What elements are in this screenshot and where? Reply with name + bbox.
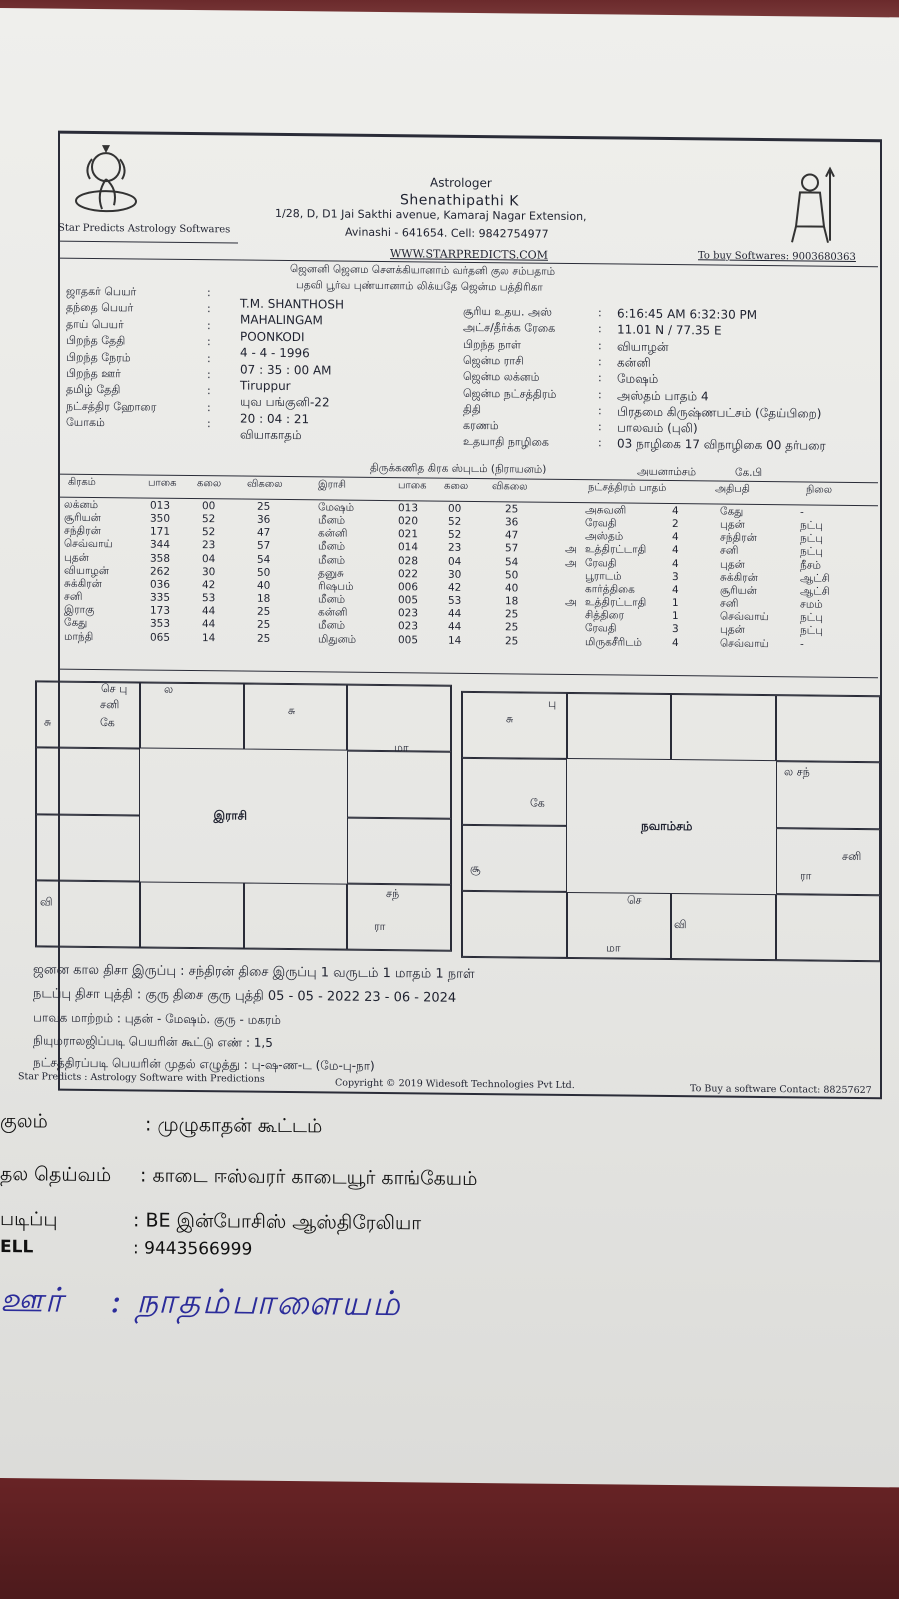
table-header: பாகை (398, 480, 427, 492)
planet-cell-pa: 1 (672, 610, 679, 623)
chart-house-11 (36, 814, 140, 881)
field-separator: : (207, 318, 211, 333)
planet-cell-r: கன்னி (318, 527, 348, 540)
field-value: 20 : 04 : 21 (240, 411, 310, 427)
planet-cell-l: சூரியன் (720, 584, 757, 597)
field-label: தந்தை பெயர் (66, 301, 134, 315)
handwritten-value: : நாதம்பாளையம் (110, 1281, 402, 1325)
planet-cell-d2: 022 (398, 567, 419, 581)
planet-cell-r: கன்னி (318, 606, 348, 619)
planet-cell-r: ரிஷபம் (318, 580, 354, 593)
field-label: ஜென்ம லக்னம் (463, 370, 540, 384)
field-value: POONKODI (240, 329, 305, 344)
horoscope-sheet (0, 8, 899, 1487)
field-separator: : (598, 338, 602, 352)
planet-cell-r: தனுசு (318, 567, 344, 580)
field-label: தாய் பெயர் (66, 317, 124, 332)
navamsa-planets: சு (506, 712, 514, 726)
planet-cell-m: 14 (202, 631, 216, 644)
field-value: யுவ பங்குனி-22 (240, 394, 330, 410)
field-value: பிரதமை கிருஷ்ணபட்சம் (தேய்பிறை) (617, 404, 822, 421)
planet-cell-d2: 023 (398, 607, 419, 620)
planet-cell-m: 44 (202, 605, 216, 618)
planet-cell-mk: அ (565, 595, 577, 609)
planet-cell-n: அஸ்தம் (585, 530, 624, 543)
planet-cell-s2: 25 (505, 621, 519, 634)
planet-cell-mk: அ (565, 543, 577, 556)
planet-cell-n: உத்திரட்டாதி (585, 543, 647, 557)
navamsa-planets: ரா (800, 869, 812, 883)
planet-cell-n: ரேவதி (585, 556, 617, 570)
header-title: Astrologer (430, 175, 492, 191)
planet-cell-st: நட்பு (800, 519, 823, 532)
planet-cell-s2: 25 (505, 634, 519, 647)
planet-cell-d2: 013 (398, 502, 419, 515)
navamsa-planets: சூ (470, 861, 481, 876)
planet-cell-pa: 4 (672, 583, 679, 596)
field-separator: : (598, 404, 602, 418)
field-label: தமிழ் தேதி (66, 383, 121, 397)
field-label: உதயாதி நாழிகை (463, 435, 549, 450)
field-label: பிறந்த நாள் (463, 337, 521, 352)
planet-cell-p: லக்னம் (64, 498, 99, 512)
planet-cell-m2: 30 (448, 568, 462, 581)
planet-cell-l: சுக்கிரன் (720, 571, 758, 584)
field-value: வியாழன் (617, 339, 669, 354)
chart-title: நவாம்சம் (641, 818, 693, 833)
field-value: அஸ்தம் பாதம் 4 (617, 387, 709, 403)
chart-house-8 (244, 882, 348, 949)
planet-cell-r: மீனம் (318, 514, 346, 527)
planet-cell-m2: 44 (448, 607, 462, 621)
planet-cell-d2: 006 (398, 581, 419, 594)
planet-cell-d: 036 (150, 578, 171, 591)
planet-cell-m2: 14 (448, 634, 462, 647)
table-header: நட்சத்திரம் பாதம் (588, 482, 667, 494)
field-separator: : (207, 384, 211, 398)
planet-cell-s: 50 (257, 566, 271, 579)
planet-cell-st: ஆட்சி (800, 585, 830, 598)
planet-cell-r: மிதுனம் (318, 632, 357, 646)
navamsa-planets: பு (548, 696, 557, 710)
planet-cell-d: 262 (150, 565, 171, 578)
planet-cell-mk: அ (565, 556, 577, 569)
chart-house-6 (347, 817, 451, 884)
planet-cell-r: மீனம் (318, 553, 346, 567)
planet-cell-pa: 4 (672, 505, 679, 518)
planet-cell-l: சனி (720, 544, 739, 558)
planet-cell-s: 54 (257, 553, 271, 566)
field-value: வியாகாதம் (240, 427, 302, 443)
planet-cell-m2: 44 (448, 621, 462, 634)
planet-cell-pa: 3 (672, 570, 679, 583)
planet-cell-n: அசுவனி (585, 504, 627, 517)
planet-cell-m: 42 (202, 579, 216, 592)
navamsa-planets: செ (627, 893, 642, 907)
planet-cell-st: நட்பு (800, 624, 823, 637)
address-line-2: Avinashi - 641654. Cell: 9842754977 (345, 225, 549, 241)
planet-cell-s: 36 (257, 513, 271, 526)
field-label: சூரிய உதய. அஸ் (463, 304, 552, 319)
planet-cell-n: ரேவதி (585, 517, 617, 530)
chart-house-11 (462, 824, 567, 891)
planet-cell-p: இராகு (64, 603, 95, 617)
field-label: பிறந்த நேரம் (66, 350, 131, 364)
field-separator: : (598, 371, 602, 385)
field-separator: : (598, 306, 602, 320)
planet-cell-m2: 52 (448, 528, 462, 542)
field-value: MAHALINGAM (240, 312, 323, 328)
planet-cell-m: 23 (202, 539, 216, 552)
field-value: 07 : 35 : 00 AM (240, 362, 332, 378)
astrologer-name: Shenathipathi K (400, 192, 519, 210)
footer-left: Star Predicts : Astrology Software with Predictions (18, 1071, 265, 1085)
planet-cell-pa: 4 (672, 557, 679, 570)
rasi-planets: சனி (100, 698, 120, 712)
planet-cell-st: நீசம் (800, 558, 821, 572)
table-header: கலை (197, 478, 222, 490)
planet-cell-pa: 4 (672, 636, 679, 649)
chart-house-12 (36, 748, 140, 815)
heading-line-1: ஜெனனி ஜெனம சௌக்கியானாம் வர்தனி குல சம்பதாம் (290, 263, 556, 278)
planet-cell-l: செவ்வாய் (720, 610, 769, 624)
planet-cell-d2: 005 (398, 633, 419, 646)
planet-cell-d: 344 (150, 539, 171, 552)
field-separator: : (598, 322, 602, 336)
table-header: விகலை (247, 478, 283, 490)
field-value: 03 நாழிகை 17 விநாழிகை 00 தர்பரை (617, 436, 826, 454)
planet-cell-d: 173 (150, 604, 171, 617)
planet-cell-m2: 23 (448, 542, 462, 555)
ayanamsam-value: கே.பி (735, 466, 763, 479)
software-name: Star Predicts Astrology Softwares (58, 222, 231, 236)
field-separator: : (598, 436, 602, 450)
planet-cell-n: பூராடம் (585, 569, 622, 583)
address-line-1: 1/28, D, D1 Jai Sakthi avenue, Kamaraj Nagar Extension, (275, 206, 587, 224)
planet-cell-d2: 014 (398, 541, 419, 554)
chart-house-2 (567, 693, 672, 760)
navamsa-planets: மா (606, 941, 621, 955)
handwritten-label: ஊர் (0, 1280, 65, 1321)
planet-cell-s: 25 (257, 619, 271, 632)
planet-cell-d2: 021 (398, 528, 419, 541)
planet-cell-m2: 53 (448, 594, 462, 607)
planet-cell-r: மீனம் (318, 540, 346, 554)
murugan-logo-icon (770, 166, 850, 247)
field-separator: : (598, 387, 602, 401)
planet-cell-r: மீனம் (318, 619, 346, 632)
planet-cell-p: புதன் (64, 551, 89, 564)
note-label-deity: தல தெய்வம் (0, 1163, 112, 1187)
planet-cell-pa: 4 (672, 544, 679, 557)
field-value: T.M. SHANTHOSH (240, 296, 344, 312)
planet-cell-n: கார்த்திகை (585, 583, 635, 596)
chart-house-2 (140, 682, 244, 749)
chart-house-6 (776, 828, 881, 895)
field-separator: : (207, 400, 211, 415)
field-label: கரணம் (463, 418, 499, 433)
field-label: ஜென்ம நட்சத்திரம் (463, 386, 557, 401)
dasa-line-4: நியுமராலஜிப்படி பெயரின் கூட்டு எண் : 1,5 (33, 1033, 273, 1050)
chart-house-10 (462, 891, 567, 958)
field-separator: : (207, 302, 211, 316)
note-value-deity: : காடை ஈஸ்வரர் காடையூர் காங்கேயம் (140, 1164, 478, 1190)
planet-cell-p: மாந்தி (64, 630, 94, 643)
chart-house-3 (244, 684, 348, 751)
planet-cell-s2: 50 (505, 569, 519, 582)
planet-cell-d: 171 (150, 525, 171, 539)
planet-cell-p: சுக்கிரன் (64, 577, 102, 590)
planet-cell-l: சந்திரன் (720, 531, 757, 545)
field-separator: : (207, 417, 211, 431)
chart-house-10 (36, 880, 140, 947)
navamsa-planets: வி (674, 918, 687, 932)
note-value-kulam: : முழுகாதன் கூட்டம் (145, 1113, 323, 1138)
buy-software-text: To buy Softwares: 9003680363 (698, 250, 856, 263)
field-separator: : (598, 355, 602, 369)
planet-cell-d2: 020 (398, 515, 419, 528)
planet-cell-s: 25 (257, 605, 271, 619)
planet-cell-s: 25 (257, 632, 271, 645)
table-header: பாகை (148, 477, 177, 489)
planet-cell-m: 53 (202, 592, 216, 605)
planet-cell-d2: 023 (398, 620, 419, 633)
rasi-planets: வி (40, 895, 53, 909)
planet-cell-d2: 028 (398, 554, 419, 567)
dasa-line-3: பாவக மாற்றம் : புதன் - மேஷம். குரு - மகரம் (33, 1010, 281, 1027)
field-label: ஜாதகர் பெயர் (66, 284, 137, 299)
planet-cell-p: செவ்வாய் (64, 538, 113, 551)
planet-cell-s2: 57 (505, 542, 519, 555)
planet-cell-pa: 1 (672, 597, 679, 610)
field-value: Tiruppur (240, 378, 291, 394)
rasi-planets: கே (100, 716, 115, 730)
planet-cell-p: கேது (64, 617, 88, 630)
table-header: நிலை (806, 484, 833, 496)
ayanamsam-label: அயனாம்சம் (637, 465, 697, 479)
planet-cell-s2: 18 (505, 595, 519, 608)
planet-cell-s2: 25 (505, 608, 519, 621)
planet-cell-s2: 54 (505, 555, 519, 569)
navamsa-planets: கே (530, 796, 545, 810)
note-label-kulam: குலம் (0, 1110, 48, 1133)
field-value: 6:16:45 AM 6:32:30 PM (617, 306, 758, 322)
chart-title: இராசி (213, 807, 248, 823)
planet-cell-s: 47 (257, 526, 271, 540)
planet-cell-pa: 3 (672, 623, 679, 636)
planet-cell-m: 00 (202, 500, 216, 513)
field-separator: : (207, 286, 211, 300)
planet-cell-pa: 4 (672, 531, 679, 544)
planet-cell-st: சமம் (800, 598, 823, 611)
planet-cell-s: 40 (257, 579, 271, 592)
field-label: யோகம் (66, 415, 105, 430)
planet-cell-m: 52 (202, 526, 216, 539)
field-value: மேஷம் (617, 371, 659, 387)
table-header: கலை (444, 480, 469, 492)
chart-house-7 (776, 894, 881, 961)
planet-cell-s: 18 (257, 592, 271, 605)
planet-cell-d: 358 (150, 552, 171, 565)
planet-cell-m: 52 (202, 513, 216, 526)
field-label: நட்சத்திர ஹோரை (66, 399, 157, 414)
planet-cell-st: - (800, 506, 804, 519)
field-separator: : (207, 335, 211, 349)
field-label: பிறந்த தேதி (66, 333, 126, 348)
planet-cell-d: 335 (150, 591, 171, 604)
planet-cell-r: மீனம் (318, 593, 346, 606)
field-label: திதி (463, 402, 482, 416)
planet-cell-st: ஆட்சி (800, 572, 830, 585)
field-separator: : (598, 420, 602, 434)
field-value: பாலவம் (புலி) (617, 420, 698, 436)
planet-cell-r: மேஷம் (318, 501, 355, 514)
planet-cell-s: 25 (257, 500, 271, 513)
dasa-line-5: நட்சத்திரப்படி பெயரின் முதல் எழுத்து : பு-ஷ-ண-ட (மே-பு-நா) (33, 1055, 375, 1073)
note-label-cell: ELL (0, 1237, 34, 1258)
chart-house-3 (671, 694, 776, 761)
planet-cell-s: 57 (257, 540, 271, 553)
planet-cell-s2: 47 (505, 529, 519, 542)
ganesha-logo-icon (66, 139, 146, 220)
chart-house-4 (776, 695, 881, 762)
table-header: அதிபதி (715, 483, 750, 495)
note-label-education: படிப்பு (0, 1208, 58, 1231)
rasi-planets: சு (288, 704, 296, 718)
planet-cell-p: சந்திரன் (64, 524, 101, 538)
footer-copyright: Copyright © 2019 Widesoft Technologies Pvt Ltd. (335, 1077, 575, 1092)
table-header: இராசி (318, 479, 346, 491)
field-value: கன்னி (617, 355, 651, 370)
field-value: 11.01 N / 77.35 E (617, 322, 722, 338)
planet-cell-m: 30 (202, 565, 216, 579)
heading-line-2: பதவி பூர்வ புண்யானாம் லிக்யதே ஜென்ம பத்திரிகா (296, 279, 543, 294)
rasi-planets: ரா (374, 919, 386, 934)
field-separator: : (207, 368, 211, 382)
planet-cell-m2: 00 (448, 502, 462, 515)
rasi-lagna: ல (164, 682, 174, 696)
table-title: திருக்கணித கிரக ஸ்புடம் (நிராயனம்) (370, 461, 547, 476)
planet-cell-n: சித்திரை (585, 609, 625, 622)
planet-cell-pa: 2 (672, 518, 679, 531)
rasi-planets: சு (44, 715, 52, 729)
planet-cell-s2: 36 (505, 516, 519, 529)
planet-cell-d: 013 (150, 499, 171, 512)
planet-cell-d2: 005 (398, 594, 419, 607)
planet-cell-m2: 04 (448, 555, 462, 568)
chart-house-5 (347, 751, 451, 818)
planet-cell-d: 350 (150, 512, 171, 525)
planet-cell-n: ரேவதி (585, 622, 617, 635)
rasi-chart (35, 680, 452, 951)
footer-right: To Buy a software Contact: 88257627 (690, 1083, 872, 1097)
planet-cell-m2: 52 (448, 515, 462, 528)
chart-house-8 (671, 893, 776, 960)
field-value: 4 - 4 - 1996 (240, 345, 310, 361)
planet-cell-n: மிருகசீரிடம் (585, 635, 642, 649)
note-value-cell: : 9443566999 (133, 1238, 253, 1260)
field-label: ஜென்ம ராசி (463, 353, 524, 368)
planet-cell-l: புதன் (720, 623, 745, 637)
planet-cell-p: சூரியன் (64, 511, 101, 525)
dasa-line-1: ஜனன கால திசா இருப்பு : சந்திரன் திசை இருப்பு 1 வருடம் 1 மாதம் 1 நாள் (33, 962, 475, 982)
planet-cell-m: 04 (202, 552, 216, 565)
planet-cell-d: 065 (150, 631, 171, 644)
field-label: பிறந்த ஊர் (66, 366, 121, 381)
planet-cell-st: நட்பு (800, 545, 823, 559)
planet-cell-st: நட்பு (800, 532, 823, 545)
rasi-planets: மா (394, 741, 409, 755)
planet-cell-p: வியாழன் (64, 564, 110, 577)
planet-cell-m2: 42 (448, 581, 462, 594)
planet-cell-l: புதன் (720, 518, 745, 531)
table-header: கிரகம் (68, 476, 96, 489)
planet-cell-l: கேது (720, 505, 744, 518)
planet-cell-n: உத்திரட்டாதி (585, 596, 647, 609)
planet-cell-d: 353 (150, 617, 171, 631)
planet-cell-st: நட்பு (800, 611, 823, 624)
planet-cell-s2: 40 (505, 582, 519, 595)
planet-cell-l: செவ்வாய் (720, 637, 769, 650)
planet-cell-l: சனி (720, 597, 739, 610)
planet-cell-l: புதன் (720, 558, 745, 571)
table-header: விகலை (492, 481, 528, 493)
navamsa-planets: சனி (842, 849, 862, 864)
planet-cell-st: - (800, 637, 804, 650)
planet-cell-p: சனி (64, 590, 83, 603)
navamsa-chart (461, 691, 881, 962)
chart-house-12 (462, 758, 567, 825)
dasa-line-2: நடப்பு திசா புத்தி : குரு திசை குரு புத்தி 05 - 05 - 2022 23 - 06 - 2024 (33, 986, 457, 1006)
planet-cell-s2: 25 (505, 503, 519, 516)
field-separator: : (207, 351, 211, 365)
note-value-education: : BE இன்போசிஸ் ஆஸ்திரேலியா (133, 1209, 422, 1235)
website-link[interactable]: WWW.STARPREDICTS.COM (390, 247, 548, 262)
rasi-planets: சந் (386, 887, 400, 901)
field-label: அட்ச/தீர்க்க ரேகை (463, 321, 556, 336)
navamsa-planets: ல சந் (784, 765, 810, 779)
chart-house-9 (140, 881, 244, 948)
rasi-planets: செ பு (101, 682, 128, 696)
planet-cell-m: 44 (202, 618, 216, 631)
